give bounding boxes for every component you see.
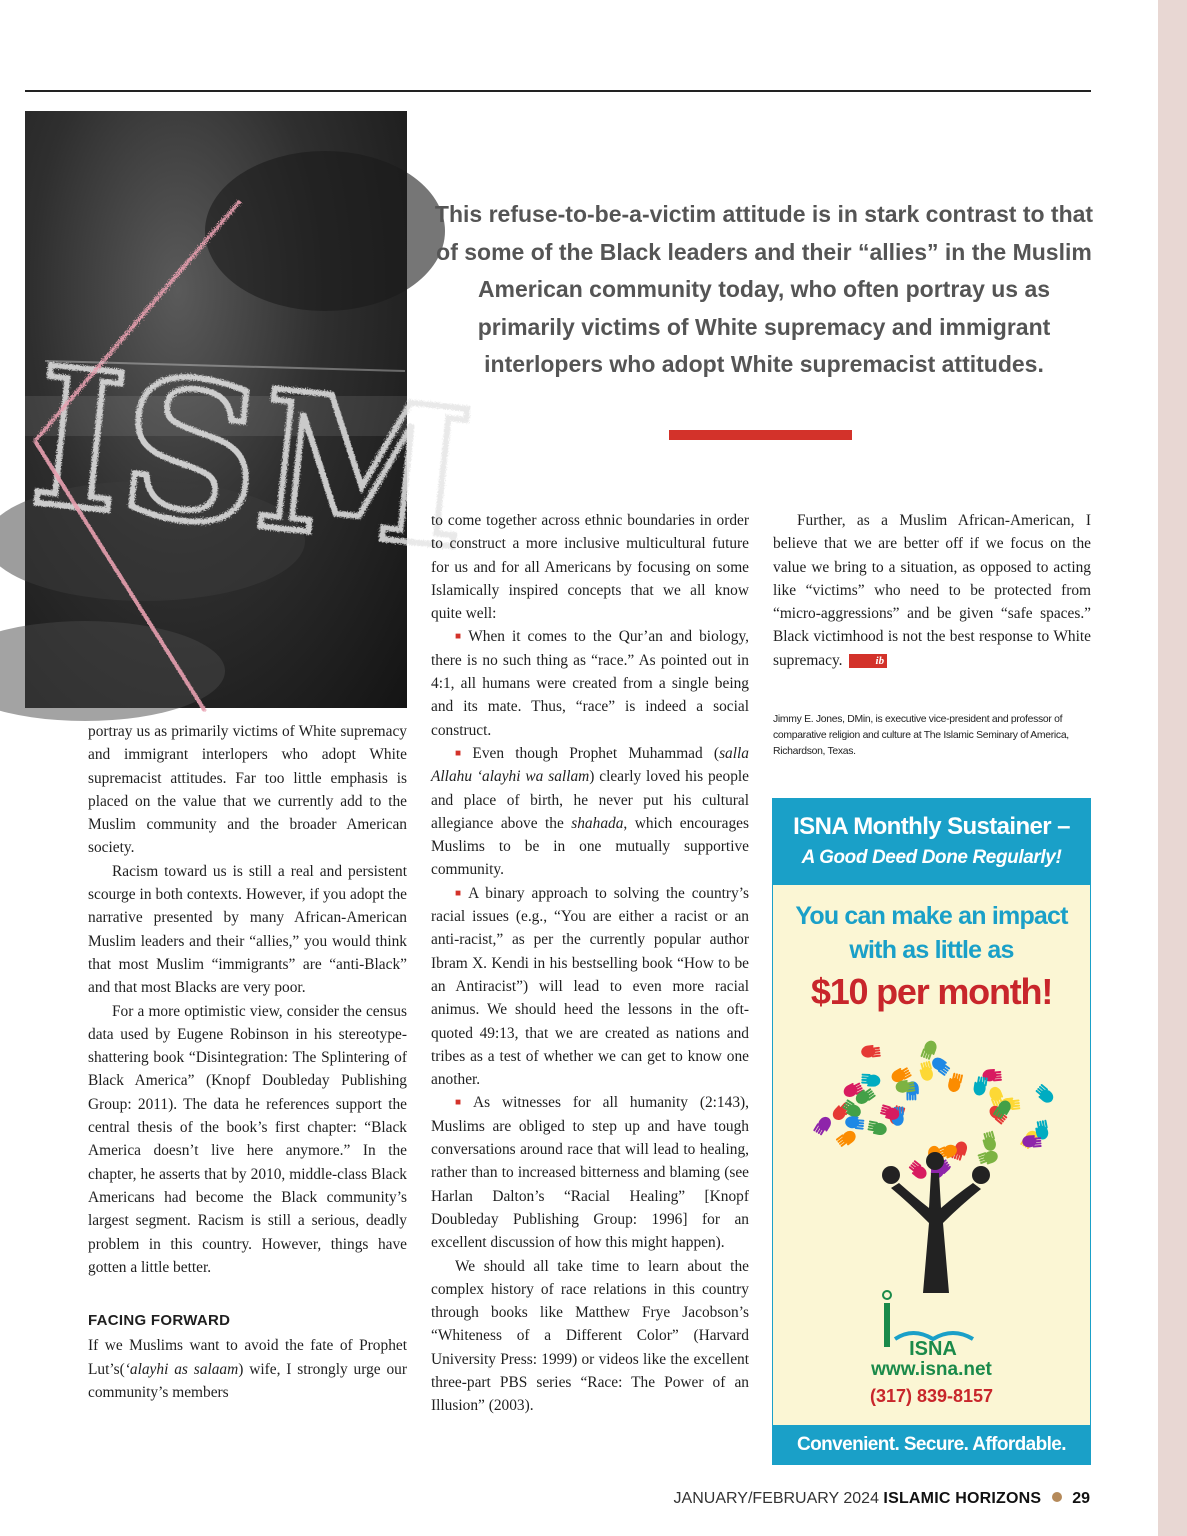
separator-dot-icon — [1052, 1492, 1062, 1502]
hand-print-icon — [977, 1149, 999, 1167]
bullet-item — [431, 882, 749, 1092]
bullet-item — [431, 1091, 749, 1254]
logo-text: ISNA — [909, 1338, 957, 1360]
hand-print-icon — [920, 1039, 938, 1061]
ad-url-link[interactable]: www.isna.net — [871, 1359, 992, 1380]
graffiti-letters: ISM — [22, 324, 481, 593]
article-column-1 — [88, 720, 407, 1404]
bullet-square-icon: ■ — [455, 1097, 470, 1109]
text-run: When it comes to the Qur’an and biology, there is no such thing as “race.” As pointed out in 4:1, all humans were created from a single being and its mate. Thus, “race” is indeed a social construct. — [431, 628, 749, 739]
text-run: Further, as a Muslim African-American, I believe that we are better off if we focus on the value we bring to a situation, as opposed to acting like “victims” who need to be protected from “micro-aggressions” and be given “safe spaces.” Black victimhood is not the best response to White supremacy. — [773, 512, 1091, 669]
text-run: A binary approach to solving the country’s racial issues (e.g., “You are either a racist or an anti-racist,” as per the currently popular author Ibram X. Kendi in his bestselling book “How to be an Antiracist”) will lead to even more racial animus. We should heed the lessons in the oft-quoted 49:13, that we are created as nations and tribes as a test of whether we can get to know one another. — [431, 884, 749, 1089]
paragraph: to come together across ethnic boundaries in order to construct a more inclusive multicultural future for us and for all Americans by focusing on some Islamically inspired concepts that we all know quite well: — [431, 512, 749, 623]
italic-run: ‘alayhi as salaam — [124, 1360, 239, 1378]
bullet-square-icon: ■ — [455, 747, 469, 759]
graffiti-photo — [22, 111, 481, 708]
paragraph: portray us as primarily victims of White supremacy and immigrant interlopers who adopt White supremacist attitudes. Far too little emphasis is placed on the value that we currently add to the Muslim community and the broader American society. — [88, 723, 407, 857]
hand-print-icon — [1034, 1084, 1057, 1106]
ad-impact-line: You can make an impact — [795, 902, 1068, 930]
ad-title: ISNA Monthly Sustainer – — [793, 813, 1070, 840]
hand-print-icon — [836, 1128, 859, 1149]
issue-date: JANUARY/FEBRUARY 2024 — [673, 1490, 879, 1507]
text-run: , which encourages Muslims to be in one mutually supportive community. — [431, 814, 749, 879]
hand-print-icon — [981, 1131, 998, 1153]
hand-print-icon — [867, 1120, 888, 1136]
pull-quote-rule — [669, 430, 852, 440]
bullet-item — [431, 742, 749, 882]
text-run: If we Muslims want to avoid the fate of Prophet Lut’s( — [88, 1337, 407, 1378]
hand-print-icon — [982, 1068, 1002, 1082]
ad-impact-line: with as little as — [849, 936, 1014, 964]
top-rule — [25, 90, 1091, 92]
hand-print-icon — [947, 1072, 963, 1093]
text-run: As witnesses for all humanity (2:143), Muslims are obliged to step up and have tough conversations around race that will lead to healing, rather than to increased bitterness and blaming (see Harlan Dalton’s “Racial Healing” [Knopf Doubleday Publishing Group: 1996] for an excellent discussion of how this might happen). — [431, 1094, 749, 1252]
ad-header — [773, 799, 1090, 885]
hand-print-icon — [861, 1044, 881, 1059]
ad-footer: Convenient. Secure. Affordable. — [773, 1425, 1090, 1464]
ad-impact-text — [773, 899, 1090, 967]
italic-run: shahada — [571, 814, 624, 832]
text-run: ) clearly loved his people and place of birth, he never put his cultural allegiance above the — [431, 768, 749, 832]
end-mark-icon: ib — [849, 654, 888, 668]
section-subhead: FACING FORWARD — [88, 1312, 231, 1330]
paragraph — [88, 1334, 407, 1404]
isna-logo — [873, 1289, 993, 1359]
author-bio: Jimmy E. Jones, DMin, is executive vice-president and professor of comparative religion and culture at The Islamic Seminary of America, Richardson, Texas. — [773, 714, 1069, 757]
ad-price: $10 per month! — [810, 971, 1053, 1012]
text-run: ) wife, I strongly urge our community’s members — [88, 1360, 407, 1402]
paragraph: We should all take time to learn about the complex history of race relations in this country through books like Matthew Frye Jacobson’s “Whiteness of a Different Color” (Harvard University Press: 1999) or videos like the excellent three-part PBS series “Race: The Power of an Illusion” (2003). — [431, 1257, 749, 1415]
article-column-3 — [773, 509, 1091, 672]
paragraph: For a more optimistic view, consider the census data used by Eugene Robinson in his stereotype-shattering book “Disintegration: The Splintering of Black America” (Knopf Doubleday Publishing Group: 2011). The data he references support the central thesis of the book’s first chapter: “Black America doesn’t live here anymore.” In the chapter, he asserts that by 2010, middle-class Black Americans had become the Black community’s largest segment. Racism is still a serious, deadly problem in this country. However, things have gotten a little better. — [88, 1002, 407, 1276]
magazine-name: ISLAMIC HORIZONS — [883, 1490, 1042, 1507]
text-run: Even though Prophet Muhammad ( — [472, 744, 720, 762]
graffiti-photo-art — [22, 111, 481, 708]
hand-print-icon — [907, 1160, 930, 1182]
bullet-square-icon: ■ — [455, 631, 465, 643]
article-column-2 — [431, 509, 749, 1418]
paragraph: Racism toward us is still a real and persistent scourge in both contexts. However, if you adopt the narrative presented by many African-American Muslim leaders and their “allies,” you would think that most Muslim “immigrants” are “anti-Black” and that most Blacks are very poor. — [88, 862, 407, 997]
page-number: 29 — [1072, 1490, 1090, 1507]
bullet-item — [431, 625, 749, 741]
pull-quote: This refuse-to-be-a-victim attitude is in stark contrast to that of some of the Black leaders and their “allies” in the Muslim American community today, who often portray us as primarily victims of White supremacy and immigrant interlopers who adopt White supremacist attitudes. — [434, 201, 1094, 377]
ad-phone: (317) 839-8157 — [869, 1386, 994, 1406]
paragraph — [773, 509, 1091, 672]
italic-run: salla Allahu ‘alayhi wa sallam — [431, 744, 749, 786]
bullet-square-icon: ■ — [455, 887, 465, 899]
ad-subtitle: A Good Deed Done Regularly! — [801, 847, 1062, 868]
page-folio — [674, 1490, 1090, 1508]
isna-sustainer-ad[interactable] — [772, 798, 1091, 1465]
hands-tree-icon — [791, 1023, 1071, 1293]
hand-print-icon — [813, 1114, 833, 1137]
hand-print-icon — [861, 1074, 881, 1087]
hand-print-icon — [845, 1116, 865, 1130]
